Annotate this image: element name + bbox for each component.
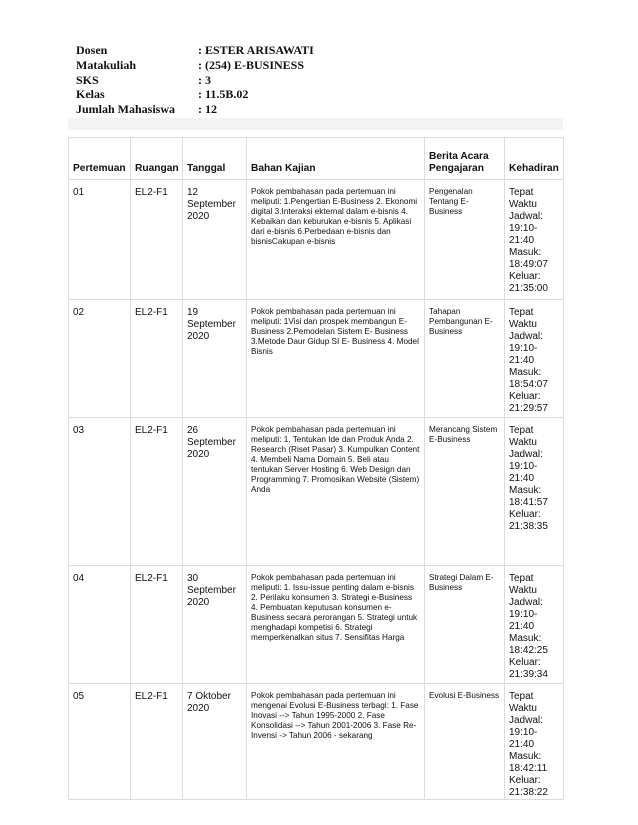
info-row-sks xyxy=(76,73,314,88)
table-row xyxy=(69,300,564,418)
info-value: : 11.5B.02 xyxy=(198,87,249,102)
cell-kehadiran: Tepat Waktu Jadwal: 19:10-21:40 Masuk: 18:41:57 Keluar: 21:38:35 xyxy=(505,418,564,566)
info-row-dosen xyxy=(76,43,314,58)
cell-ruangan: EL2-F1 xyxy=(131,566,183,684)
cell-bahan-kajian: Pokok pembahasan pada pertemuan ini meliputi: 1. Tentukan Ide dan Produk Anda 2. Research (Riset Pasar) 3. Kumpulkan Content 4. Membeli Nama Domain 5. Beli atau tentukan Server Hosting 6. Web Design dan Programming 7. Promosikan Website (Sistem) Anda xyxy=(247,418,425,566)
cell-pertemuan: 03 xyxy=(69,418,131,566)
course-info xyxy=(76,43,314,117)
cell-ruangan: EL2-F1 xyxy=(131,300,183,418)
info-label: Dosen xyxy=(76,43,108,57)
cell-kehadiran: Tepat Waktu Jadwal: 19:10-21:40 Masuk: 18:42:25 Keluar: 21:39:34 xyxy=(505,566,564,684)
cell-berita-acara: Merancang Sistem E-Business xyxy=(425,418,505,566)
cell-tanggal: 30 September 2020 xyxy=(183,566,247,684)
cell-bahan-kajian: Pokok pembahasan pada pertemuan ini meliputi: 1Visi dan prospek membangun E- Business 2.Pemodelan Sistem E- Business 3.Metode Daur Gidup SI E- Business 4. Model Bisnis xyxy=(247,300,425,418)
cell-pertemuan: 02 xyxy=(69,300,131,418)
cell-tanggal: 7 Oktober 2020 xyxy=(183,684,247,800)
header-kehadiran: Kehadiran xyxy=(505,138,564,180)
cell-pertemuan: 05 xyxy=(69,684,131,800)
table-row xyxy=(69,418,564,566)
table-row xyxy=(69,566,564,684)
info-label: Jumlah Mahasiswa xyxy=(76,102,176,117)
table-row xyxy=(69,180,564,300)
header-tanggal: Tanggal xyxy=(183,138,247,180)
info-value: : ESTER ARISAWATI xyxy=(198,43,314,57)
cell-bahan-kajian: Pokok pembahasan pada pertemuan ini meliputi: 1.Pengertian E-Business 2. Ekonomi digital 3.Interaksi ekternal dalam e-bisnis 4. Kebaikan dan keburukan e-bisnis 5. Aplikasi dari e-bisnis 6.Perbedaan e-bisnis dan bisnisCakupan e-bisnis xyxy=(247,180,425,300)
cell-berita-acara: Pengenalan Tentang E-Business xyxy=(425,180,505,300)
cell-bahan-kajian: Pokok pembahasan pada pertemuan ini mengenai Evolusi E-Business terbagi: 1. Fase Inovasi --> Tahun 1995-2000 2. Fase Konsolidasi --> Tahun 2001-2006 3. Fase Re-Invensi -> Tahun 2006 - sekarang xyxy=(247,684,425,800)
header-pertemuan: Pertemuan xyxy=(69,138,131,180)
info-label: Kelas xyxy=(76,87,105,102)
info-value: : (254) E-BUSINESS xyxy=(198,57,305,72)
table-row xyxy=(69,684,564,800)
cell-bahan-kajian: Pokok pembahasan pada pertemuan ini meliputi: 1. Issu-issue penting dalam e-bisnis 2. Perilaku konsumen 3. Strategi e-Business 4. Pembuatan keputusan konsumen e-Business secara perorangan 5. Strategi untuk menghadapi kompetisi 6. Strategi memperkenalkan situs 7. Sensifitas Harga xyxy=(247,566,425,684)
cell-tanggal: 19 September 2020 xyxy=(183,300,247,418)
cell-pertemuan: 04 xyxy=(69,566,131,684)
info-label: SKS xyxy=(76,72,99,87)
info-row-kelas xyxy=(76,87,314,102)
cell-ruangan: EL2-F1 xyxy=(131,180,183,300)
table-header-row xyxy=(69,138,564,180)
header-ruangan: Ruangan xyxy=(131,138,183,180)
info-row-jumlah xyxy=(76,102,314,117)
cell-ruangan: EL2-F1 xyxy=(131,418,183,566)
cell-tanggal: 26 September 2020 xyxy=(183,418,247,566)
info-value: : 12 xyxy=(198,102,217,117)
attendance-table xyxy=(68,137,564,800)
cell-ruangan: EL2-F1 xyxy=(131,684,183,800)
info-value: : 3 xyxy=(198,72,211,87)
cell-kehadiran: Tepat Waktu Jadwal: 19:10-21:40 Masuk: 18:49:07 Keluar: 21:35:00 xyxy=(505,180,564,300)
cell-pertemuan: 01 xyxy=(69,180,131,300)
info-label: Matakuliah xyxy=(76,57,137,72)
cell-berita-acara: Tahapan Pembangunan E-Business xyxy=(425,300,505,418)
cell-berita-acara: Strategi Dalam E-Business xyxy=(425,566,505,684)
cell-kehadiran: Tepat Waktu Jadwal: 19:10-21:40 Masuk: 18:42:11 Keluar: 21:38:22 xyxy=(505,684,564,800)
header-berita-acara: Berita Acara Pengajaran xyxy=(425,138,505,180)
cell-berita-acara: Evolusi E-Business xyxy=(425,684,505,800)
cell-kehadiran: Tepat Waktu Jadwal: 19:10-21:40 Masuk: 18:54:07 Keluar: 21:29:57 xyxy=(505,300,564,418)
divider-band xyxy=(68,118,563,130)
info-row-matakuliah xyxy=(76,58,314,73)
header-bahan-kajian: Bahan Kajian xyxy=(247,138,425,180)
cell-tanggal: 12 September 2020 xyxy=(183,180,247,300)
